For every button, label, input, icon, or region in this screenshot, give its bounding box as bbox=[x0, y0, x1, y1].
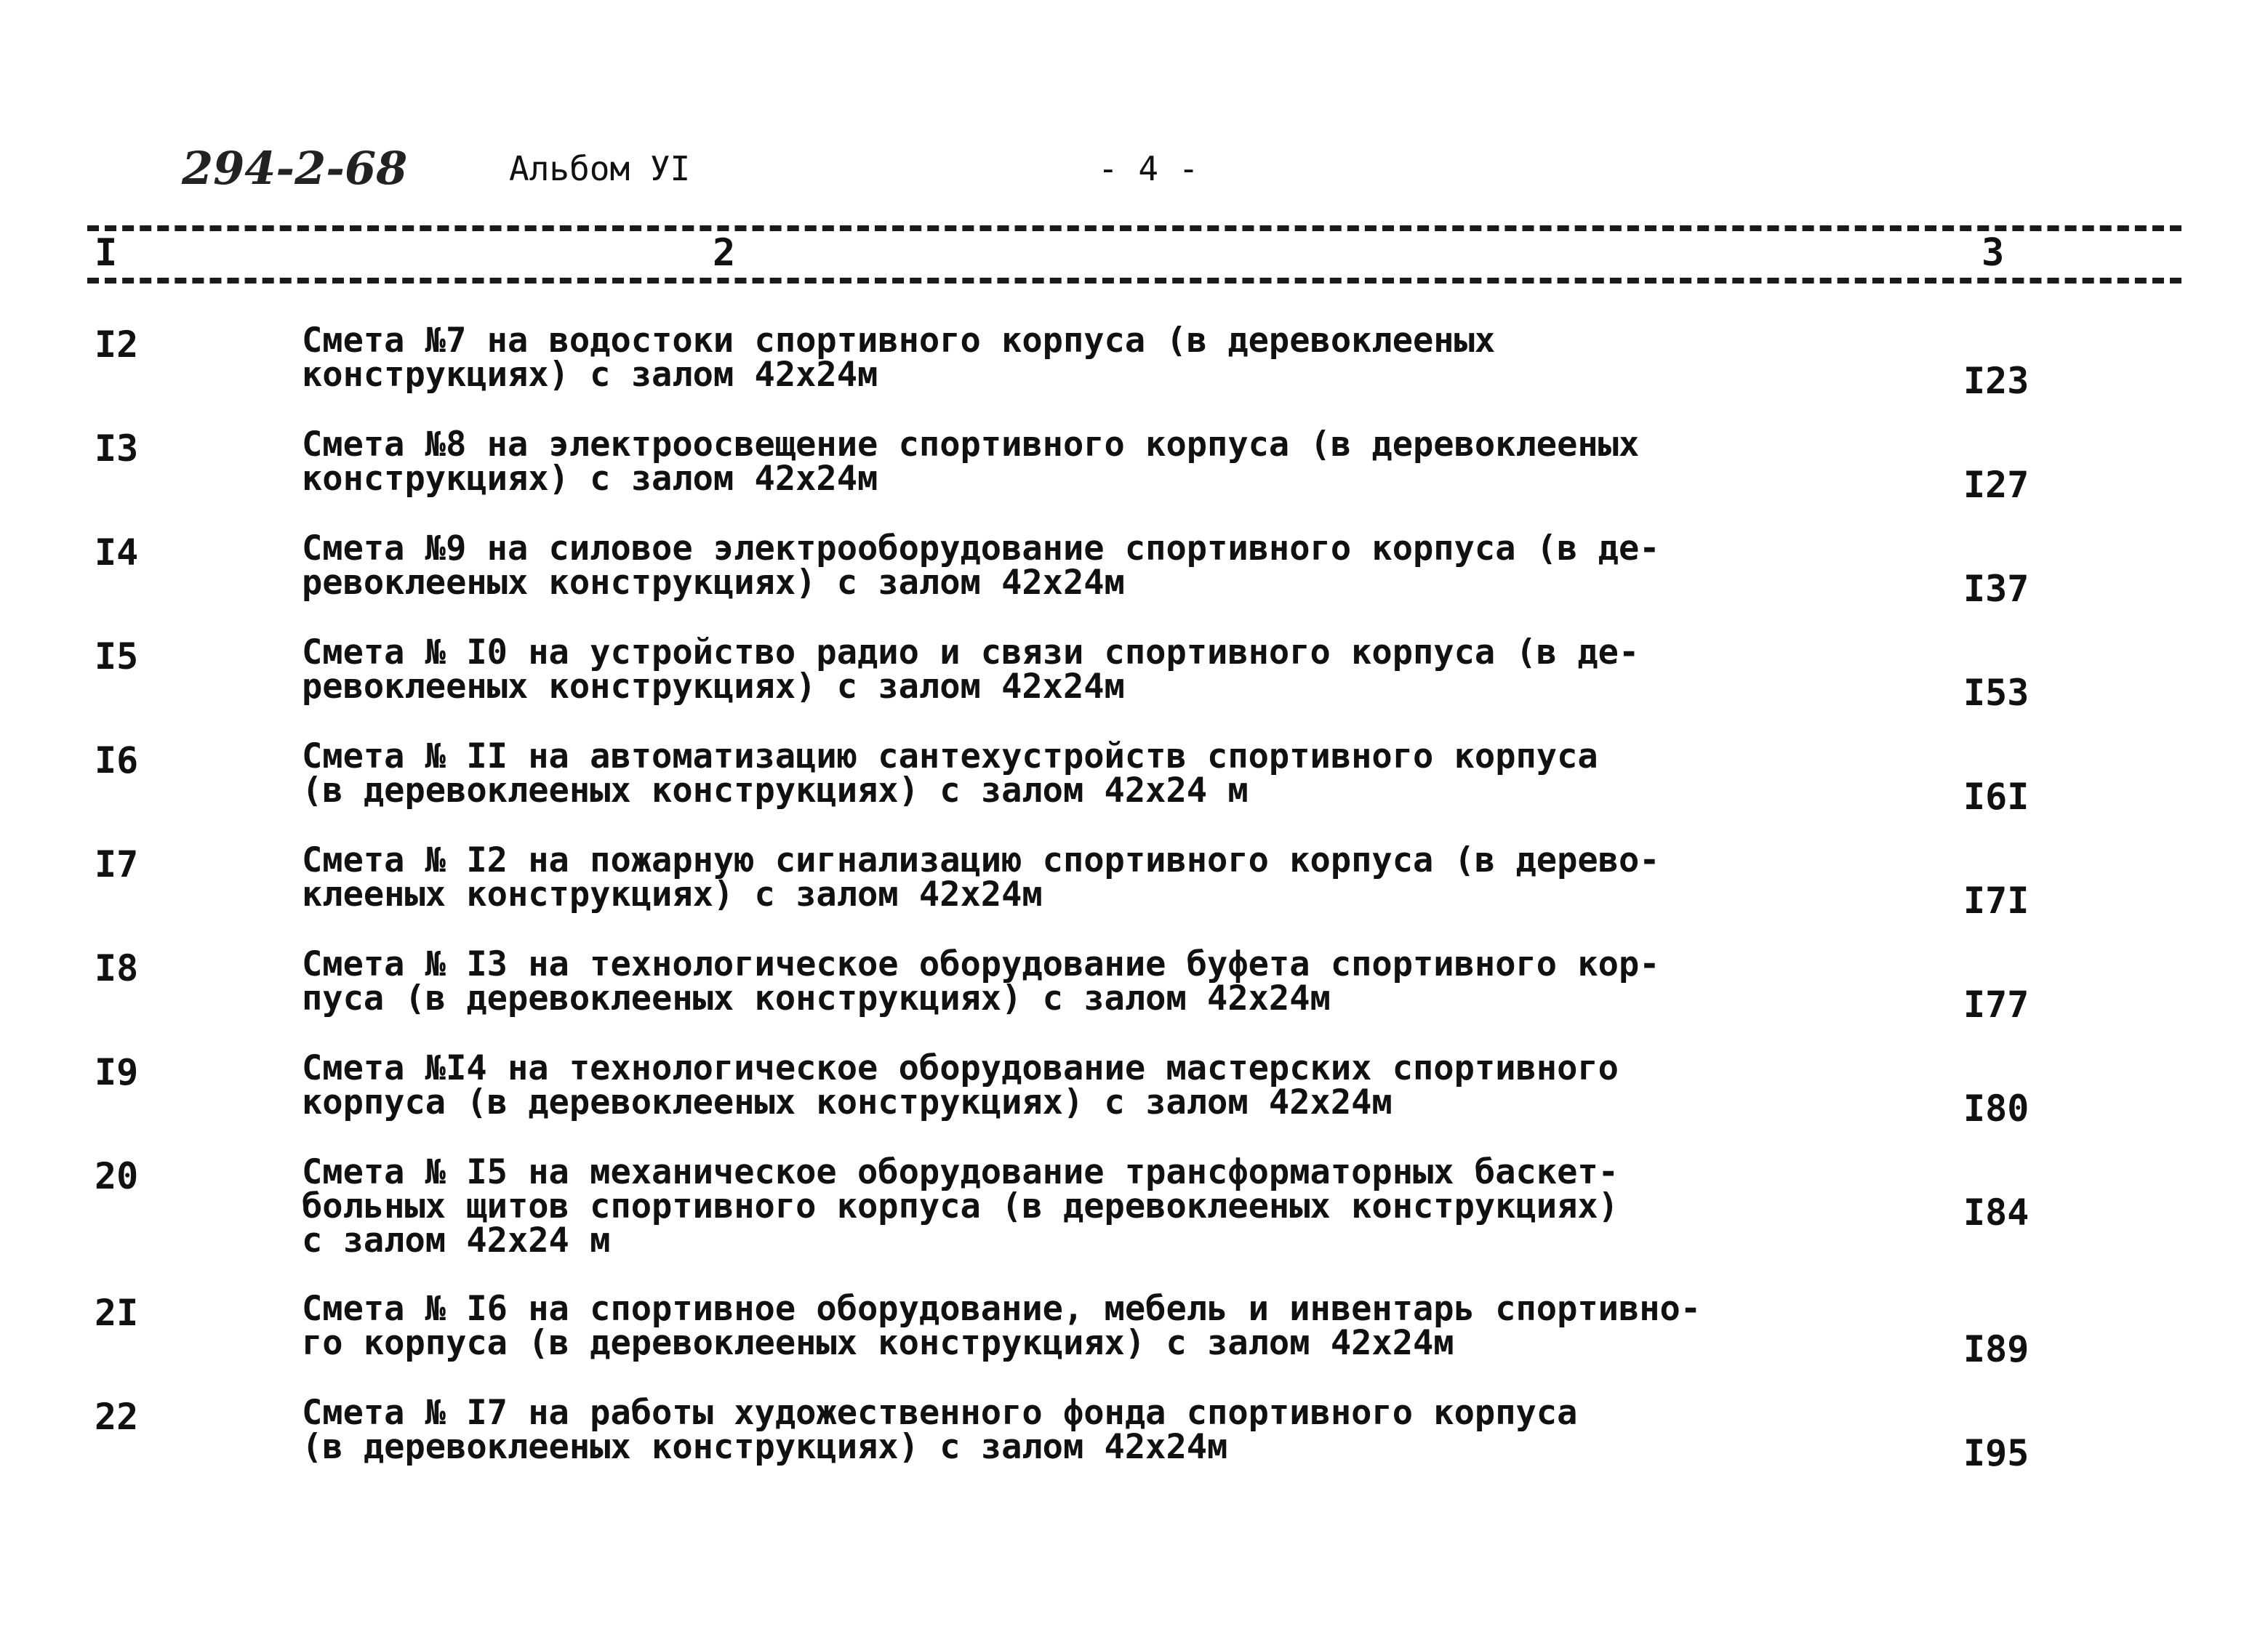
item-description: Смета № I7 на работы художественного фонда спортивного корпуса (в деревоклееных конструкциях) с залом 42х24м bbox=[302, 1393, 1578, 1467]
page-number: - 4 - bbox=[1098, 149, 1199, 188]
item-number: I8 bbox=[95, 947, 139, 989]
item-number: I4 bbox=[95, 531, 139, 574]
column-header-2: 2 bbox=[713, 231, 736, 275]
list-item bbox=[0, 1048, 2268, 1155]
album-code: 294-2-68 bbox=[182, 142, 408, 195]
item-description: Смета № I3 на технологическое оборудование буфета спортивного кор- пуса (в деревоклееных конструкциях) с залом 42х24м bbox=[302, 944, 1660, 1018]
item-page: I23 bbox=[1963, 360, 2029, 402]
item-number: I2 bbox=[95, 323, 139, 366]
dashed-rule-top bbox=[87, 225, 2181, 231]
item-page: I84 bbox=[1963, 1191, 2029, 1234]
list-item bbox=[0, 1152, 2268, 1292]
item-number: I7 bbox=[95, 843, 139, 885]
item-page: I89 bbox=[1963, 1328, 2029, 1370]
contents-list bbox=[0, 323, 2268, 1500]
list-item bbox=[0, 1393, 2268, 1500]
item-page: I27 bbox=[1963, 464, 2029, 506]
dashed-rule-bottom bbox=[87, 278, 2181, 284]
item-description: Смета № I2 на пожарную сигнализацию спортивного корпуса (в дерево- клееных конструкциях) с залом 42х24м bbox=[302, 840, 1660, 915]
item-number: 2I bbox=[95, 1292, 139, 1334]
list-item bbox=[0, 840, 2268, 947]
page-header bbox=[0, 142, 2268, 207]
list-item bbox=[0, 736, 2268, 843]
item-description: Смета № I0 на устройство радио и связи спортивного корпуса (в де- ревоклееных конструкциях) с залом 42х24м bbox=[302, 632, 1640, 707]
list-item bbox=[0, 1289, 2268, 1396]
item-description: Смета №I4 на технологическое оборудование мастерских спортивного корпуса (в деревоклееных конструкциях) с залом 42х24м bbox=[302, 1048, 1619, 1122]
item-number: 22 bbox=[95, 1396, 139, 1438]
list-item bbox=[0, 632, 2268, 739]
item-page: I6I bbox=[1963, 776, 2029, 818]
list-item bbox=[0, 528, 2268, 635]
item-page: I53 bbox=[1963, 672, 2029, 714]
item-description: Смета № I5 на механическое оборудование трансформаторных баскет- больных щитов спортивного корпуса (в деревоклееных конструкциях) с залом 42х24 м bbox=[302, 1152, 1619, 1261]
album-title: Альбом УI bbox=[509, 149, 691, 188]
item-description: Смета №7 на водостоки спортивного корпуса (в деревоклееных конструкциях) с залом 42х24м bbox=[302, 321, 1496, 395]
list-item bbox=[0, 427, 2268, 531]
item-description: Смета № I6 на спортивное оборудование, мебель и инвентарь спортивно- го корпуса (в деревоклееных конструкциях) с залом 42х24м bbox=[302, 1289, 1702, 1363]
list-item bbox=[0, 323, 2268, 427]
item-page: I37 bbox=[1963, 568, 2029, 610]
item-description: Смета №9 на силовое электрооборудование спортивного корпуса (в де- ревоклееных конструкциях) с залом 42х24м bbox=[302, 528, 1660, 603]
item-description: Смета №8 на электроосвещение спортивного корпуса (в деревоклееных конструкциях) с залом 42х24м bbox=[302, 425, 1640, 499]
item-number: I6 bbox=[95, 739, 139, 781]
item-number: 20 bbox=[95, 1155, 139, 1197]
item-page: I80 bbox=[1963, 1088, 2029, 1130]
item-number: I5 bbox=[95, 635, 139, 678]
item-page: I95 bbox=[1963, 1432, 2029, 1474]
item-number: I9 bbox=[95, 1051, 139, 1093]
item-number: I3 bbox=[95, 427, 139, 470]
list-item bbox=[0, 944, 2268, 1051]
item-page: I7I bbox=[1963, 880, 2029, 922]
column-header-1: I bbox=[95, 231, 118, 275]
item-description: Смета № II на автоматизацию сантехустройств спортивного корпуса (в деревоклееных конструкциях) с залом 42х24 м bbox=[302, 736, 1598, 811]
column-header-3: 3 bbox=[1982, 231, 2005, 275]
item-page: I77 bbox=[1963, 984, 2029, 1026]
